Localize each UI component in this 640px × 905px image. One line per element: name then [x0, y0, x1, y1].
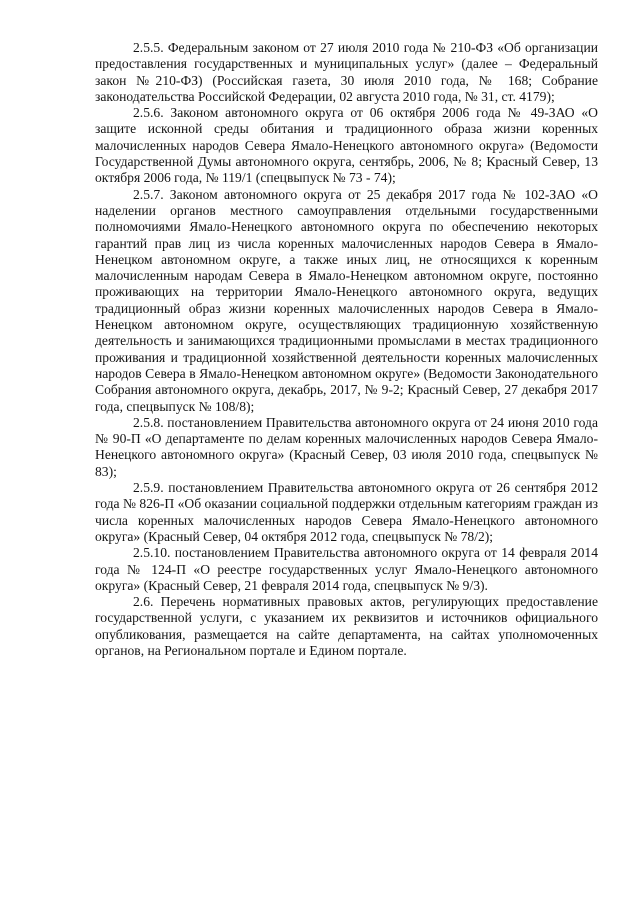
paragraph-2-5-7: 2.5.7. Законом автономного округа от 25 декабря 2017 года № 102-ЗАО «О наделении органов местного самоуправления отдельными государственными полномочиями Ямало-Ненецкого автономного округа по обеспечению некоторых гарантий прав лиц из числа коренных малочисленных народов Севера в Ямало-Ненецком автономном округе, а также иных лиц, не относящихся к коренным малочисленным народам Севера в Ямало-Ненецком автономном округе, постоянно проживающих на территории Ямало-Ненецкого автономного округа, ведущих традиционный образ жизни коренных малочисленных народов Севера в Ямало-Ненецком автономном округе, осуществляющих традиционную хозяйственную деятельность и занимающихся традиционными промыслами в местах традиционного проживания и традиционной хозяйственной деятельности коренных малочисленных народов Севера в Ямало-Ненецком автономном округе» (Ведомости Законодательного Собрания автономного округа, декабрь, 2017, № 9-2; Красный Север, 27 декабря 2017 года, спецвыпуск № 108/8);: [95, 186, 598, 414]
paragraph-2-5-5: 2.5.5. Федеральным законом от 27 июля 2010 года № 210-ФЗ «Об организации предоставления государственных и муниципальных услуг» (далее – Федеральный закон №210-ФЗ) (Российская газета, 30 июля 2010 года, № 168; Собрание законодательства Российской Федерации, 02 августа 2010 года, № 31, ст. 4179);: [95, 40, 598, 104]
paragraph-2-5-9: 2.5.9. постановлением Правительства автономного округа от 26 сентября 2012 года № 826-П «Об оказании социальной поддержки отдельным категориям граждан из числа коренных малочисленных народов Севера Ямало-Ненецкого автономного округа» (Красный Север, 04 октября 2012 года, спецвыпуск № 78/2);: [95, 480, 598, 544]
paragraph-2-5-8: 2.5.8. постановлением Правительства автономного округа от 24 июня 2010 года № 90-П «О департаменте по делам коренных малочисленных народов Севера Ямало-Ненецкого автономного округа» (Красный Север, 03 июля 2010 года, спецвыпуск № 83);: [95, 414, 598, 479]
paragraph-2-5-6: 2.5.6. Законом автономного округа от 06 октября 2006 года № 49-ЗАО «О защите исконной среды обитания и традиционного образа жизни коренных малочисленных народов Севера Ямало-Ненецкого автономного округа» (Ведомости Государственной Думы автономного округа, сентябрь, 2006, № 8; Красный Север, 13 октября 2006 года, № 119/1 (спецвыпуск № 73 - 74);: [95, 105, 598, 186]
paragraph-2-6: 2.6. Перечень нормативных правовых актов, регулирующих предоставление государственной услуги, с указанием их реквизитов и источников официального опубликования, размещается на сайте департамента, на сайтах уполномоченных органов, на Региональном портале и Едином портале.: [95, 594, 598, 658]
paragraph-2-5-10: 2.5.10. постановлением Правительства автономного округа от 14 февраля 2014 года № 124-П «О реестре государственных услуг Ямало-Ненецкого автономного округа» (Красный Север, 21 февраля 2014 года, спецвыпуск № 9/3).: [95, 545, 598, 593]
